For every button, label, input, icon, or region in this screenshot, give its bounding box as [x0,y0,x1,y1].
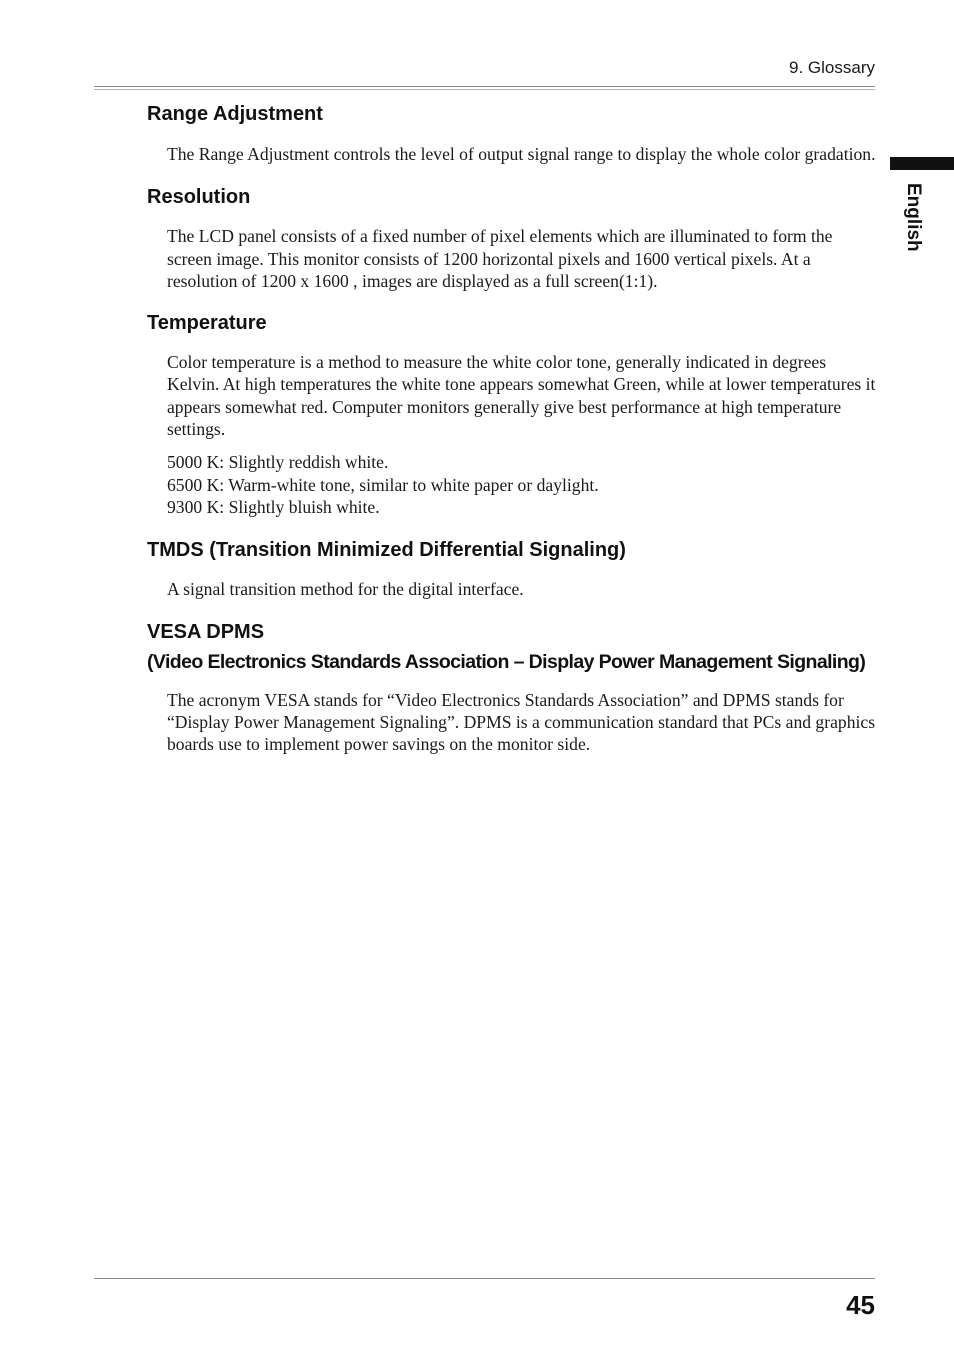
language-tab-marker [890,157,954,170]
term-definition: Color temperature is a method to measure the white color tone, generally indicated in degrees Kelvin. At high temperatures the white tone appears somewhat Green, while at lower temperatures it appears somewhat red. Computer monitors generally give best performance at high temperature settings. [167,352,876,440]
temperature-values [167,451,877,518]
term-definition: The LCD panel consists of a fixed number of pixel elements which are illuminated to form the screen image. This monitor consists of 1200 horizontal pixels and 1600 vertical pixels. At a resolution of 1200 x 1600 , images are displayed as a full screen(1:1). [167,226,833,291]
glossary-entry-temperature [147,309,877,518]
term-subheading: (Video Electronics Standards Association – Display Power Management Signaling) [147,650,866,673]
term-heading: VESA DPMS [147,620,265,643]
term-definition: The acronym VESA stands for “Video Electronics Standards Association” and DPMS stands for “Display Power Management Signaling”. DPMS is a communication standard that PCs and graphics boards use to implement power savings on the monitor side. [167,689,876,755]
running-header: 9. Glossary [789,58,875,77]
temperature-value-9300k: 9300 K: Slightly bluish white. [167,496,380,517]
term-definition: The Range Adjustment controls the level of output signal range to display the whole color gradation. [167,144,876,164]
term-heading: TMDS (Transition Minimized Differential Signaling) [147,539,626,562]
glossary-entry-range-adjustment [147,100,877,165]
term-definition: A signal transition method for the digital interface. [167,579,524,600]
language-tab-label: English [903,183,924,252]
temperature-value-5000k: 5000 K: Slightly reddish white. [167,452,389,473]
footer-rule [94,1278,875,1279]
glossary-entry-vesa-dpms [147,618,877,756]
term-heading: Temperature [147,312,267,335]
glossary-content [147,100,877,755]
page-number: 45 [846,1290,875,1320]
header-rule-secondary [94,89,875,90]
glossary-entry-tmds [147,536,877,600]
term-heading: Resolution [147,186,251,209]
header-rule [94,86,875,87]
glossary-entry-resolution [147,183,877,292]
temperature-value-6500k: 6500 K: Warm-white tone, similar to white paper or daylight. [167,474,599,495]
term-heading: Range Adjustment [147,103,323,125]
